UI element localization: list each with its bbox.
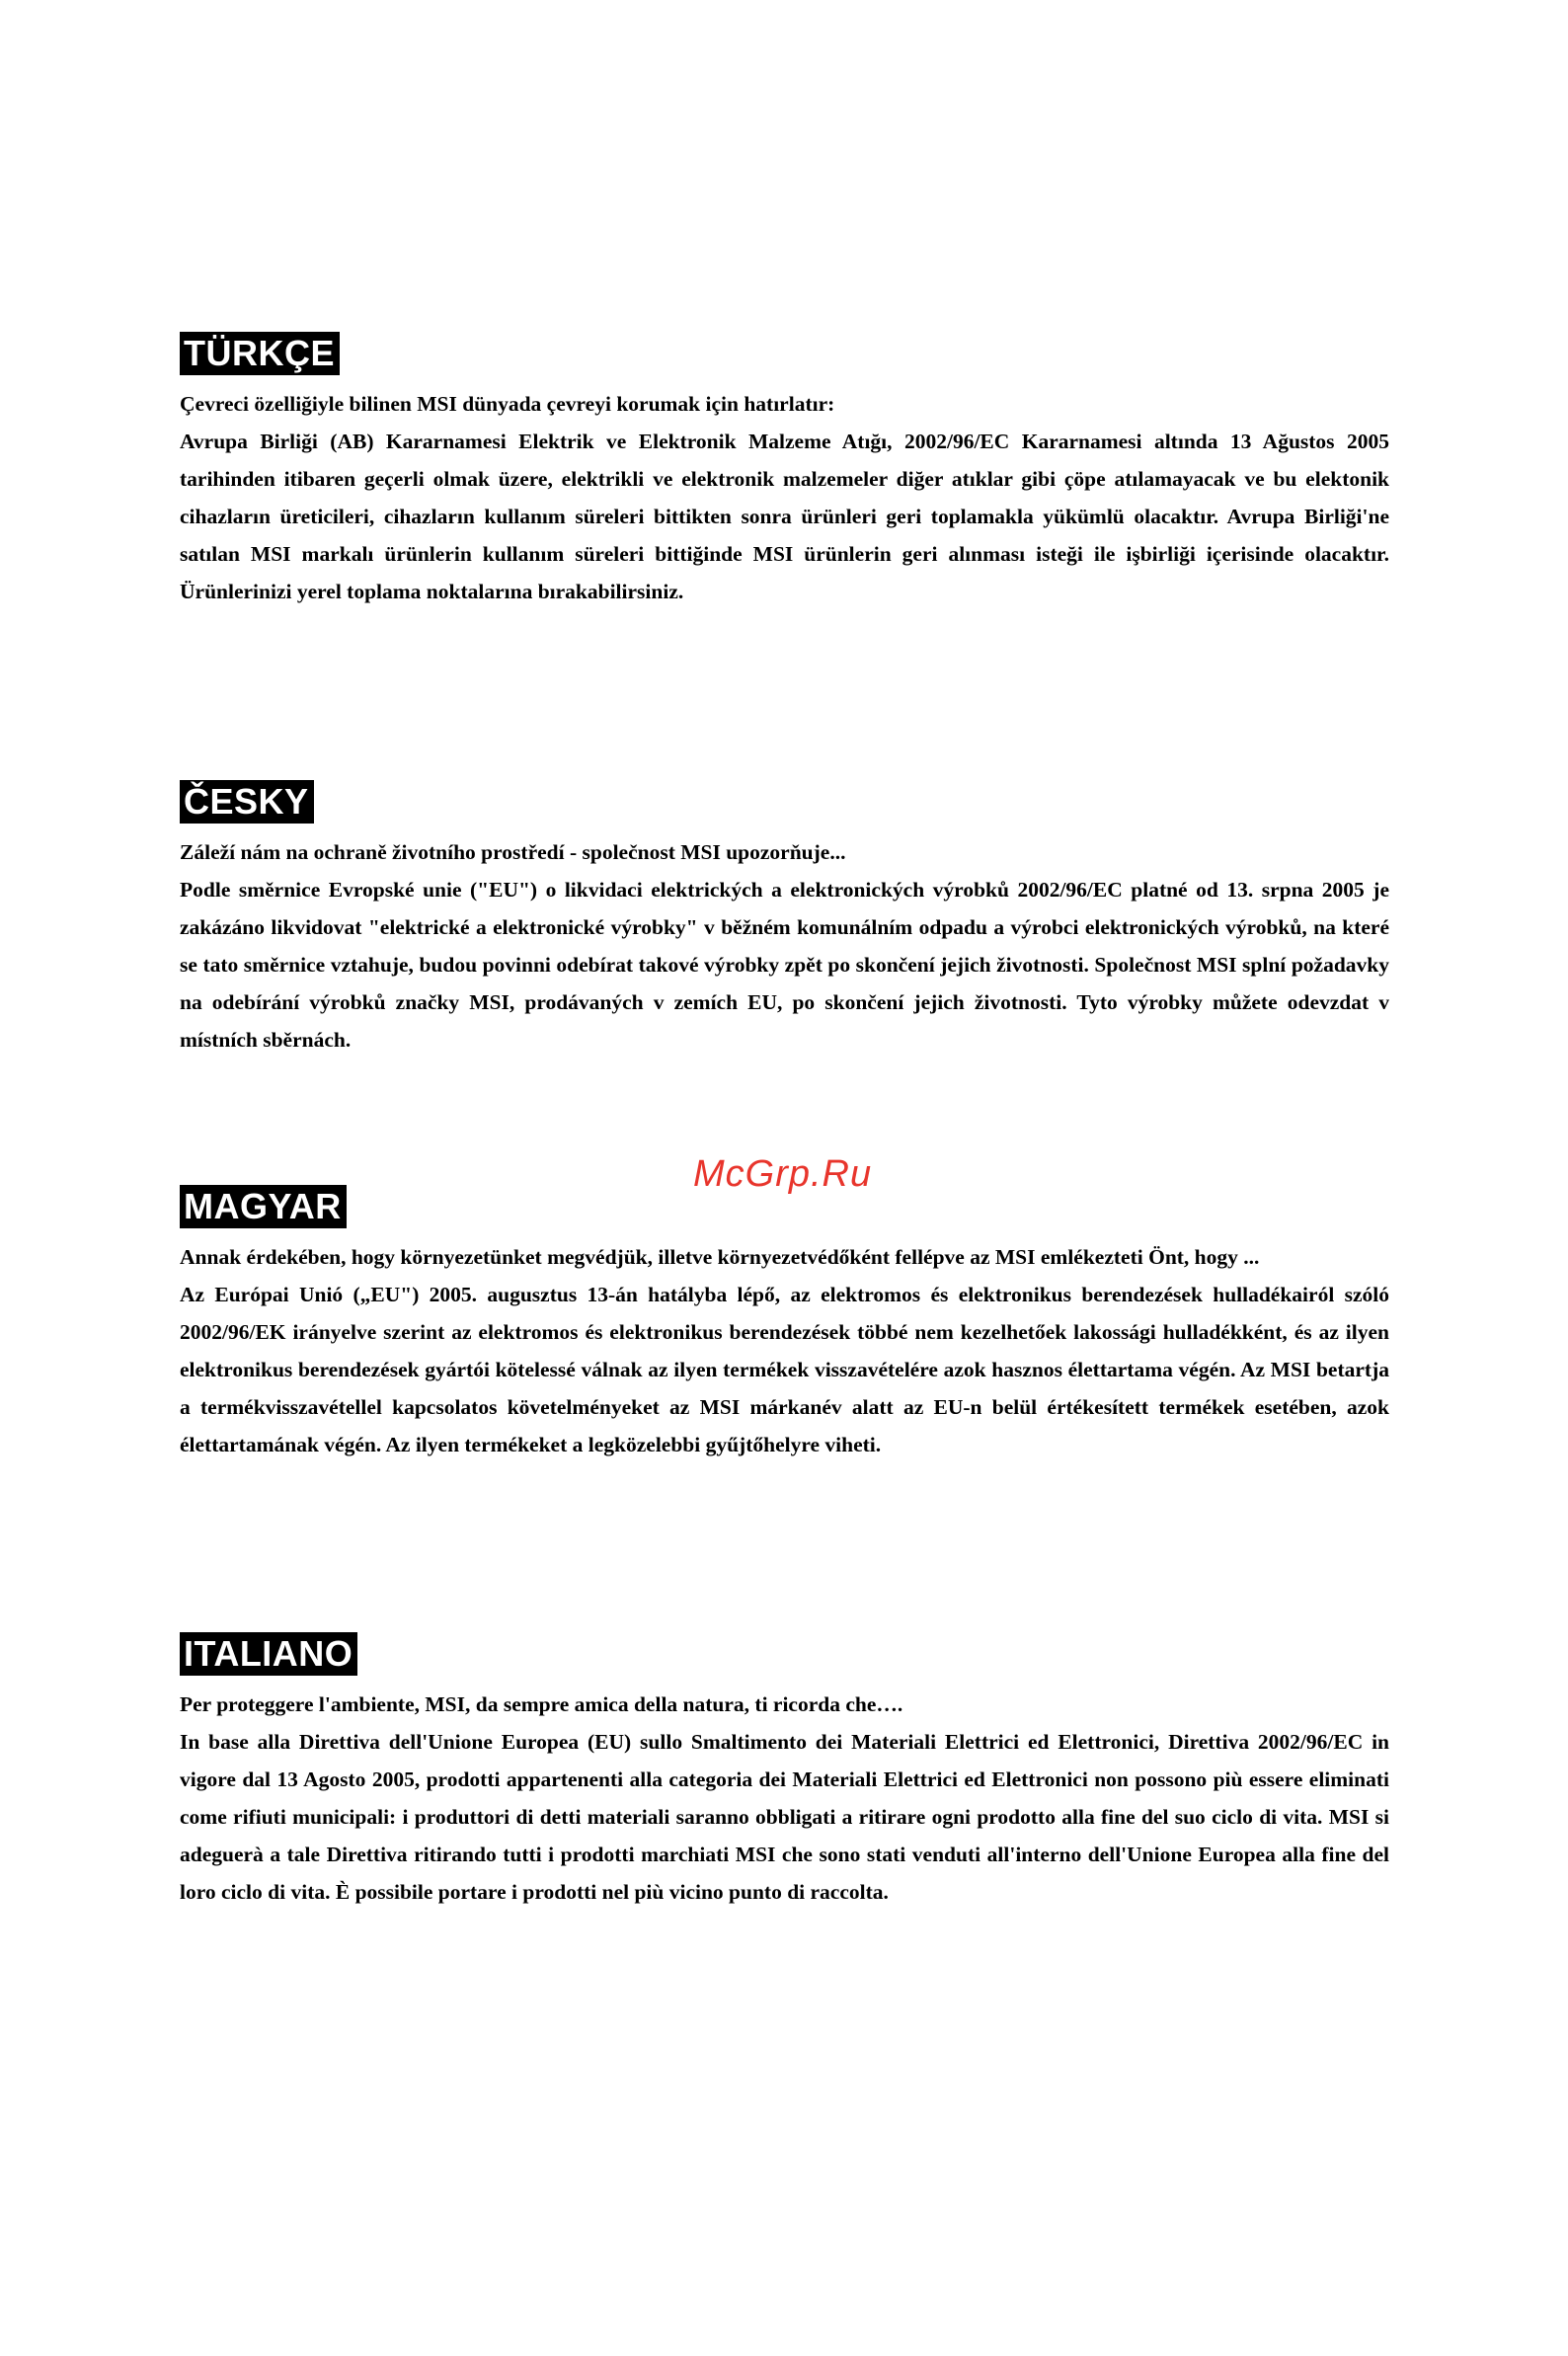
watermark-text: McGrp.Ru — [693, 1153, 873, 1195]
section-italiano — [180, 1632, 1389, 1911]
section-heading-italiano: ITALIANO — [180, 1632, 357, 1676]
section-intro-cesky: Záleží nám na ochraně životního prostředí - společnost MSI upozorňuje... — [180, 840, 846, 864]
section-heading-magyar: MAGYAR — [180, 1185, 347, 1228]
section-body-italiano: In base alla Direttiva dell'Unione Europea (EU) sullo Smaltimento dei Materiali Elettrici ed Elettronici, Direttiva 2002/96/EC in vigore dal 13 Agosto 2005, prodotti appartenenti alla categoria dei Materiali Elettrici ed Elettronici non possono più essere eliminati come rifiuti municipali: i produttori di detti materiali saranno obbligati a ritirare ogni prodotto alla fine del suo ciclo di vita. MSI si adeguerà a tale Direttiva ritirando tutti i prodotti marchiati MSI che sono stati venduti all'interno dell'Unione Europea alla fine del loro ciclo di vita. È possibile portare i prodotti nel più vicino punto di raccolta. — [180, 1730, 1389, 1904]
section-body-cesky: Podle směrnice Evropské unie ("EU") o likvidaci elektrických a elektronických výrobků 2002/96/EC platné od 13. srpna 2005 je zakázáno likvidovat "elektrické a elektronické výrobky" v běžném komunálním odpadu a výrobci elektronických výrobků, na které se tato směrnice vztahuje, budou povinni odebírat takové výrobky zpět po skončení jejich životnosti. Společnost MSI splní požadavky na odebírání výrobků značky MSI, prodávaných v zemích EU, po skončení jejich životnosti. Tyto výrobky můžete odevzdat v místních sběrnách. — [180, 878, 1389, 1052]
section-intro-turkce: Çevreci özelliğiyle bilinen MSI dünyada çevreyi korumak için hatırlatır: — [180, 392, 835, 416]
section-body-turkce: Avrupa Birliği (AB) Kararnamesi Elektrik ve Elektronik Malzeme Atığı, 2002/96/EC Kararnamesi altında 13 Ağustos 2005 tarihinden itibaren geçerli olmak üzere, elektrikli ve elektronik malzemeler diğer atıklar gibi çöpe atılamayacak ve bu elektonik cihazların üreticileri, cihazların kullanım süreleri bittikten sonra ürünleri geri toplamakla yükümlü olacaktır. Avrupa Birliği'ne satılan MSI markalı ürünlerin kullanım süreleri bittiğinde MSI ürünlerin geri alınması isteği ile işbirliği içerisinde olacaktır. Ürünlerinizi yerel toplama noktalarına bırakabilirsiniz. — [180, 430, 1389, 603]
section-intro-magyar: Annak érdekében, hogy környezetünket megvédjük, illetve környezetvédőként fellépve az MSI emlékezteti Önt, hogy ... — [180, 1245, 1260, 1269]
section-intro-italiano: Per proteggere l'ambiente, MSI, da sempre amica della natura, ti ricorda che…. — [180, 1692, 903, 1716]
section-heading-cesky: ČESKY — [180, 780, 314, 824]
section-magyar — [180, 1185, 1389, 1463]
section-body-magyar: Az Európai Unió („EU") 2005. augusztus 13-án hatályba lépő, az elektromos és elektronikus berendezések hulladékairól szóló 2002/96/EK irányelve szerint az elektromos és elektronikus berendezések többé nem kezelhetőek lakossági hulladékként, és az ilyen elektronikus berendezések gyártói kötelessé válnak az ilyen termékek visszavételére azok hasznos élettartama végén. Az MSI betartja a termékvisszavétellel kapcsolatos követelményeket az MSI márkanév alatt az EU-n belül értékesített termékek esetében, azok élettartamának végén. Az ilyen termékeket a legközelebbi gyűjtőhelyre viheti. — [180, 1283, 1389, 1456]
section-turkce — [180, 332, 1389, 610]
section-heading-turkce: TÜRKÇE — [180, 332, 340, 375]
section-cesky — [180, 780, 1389, 1059]
